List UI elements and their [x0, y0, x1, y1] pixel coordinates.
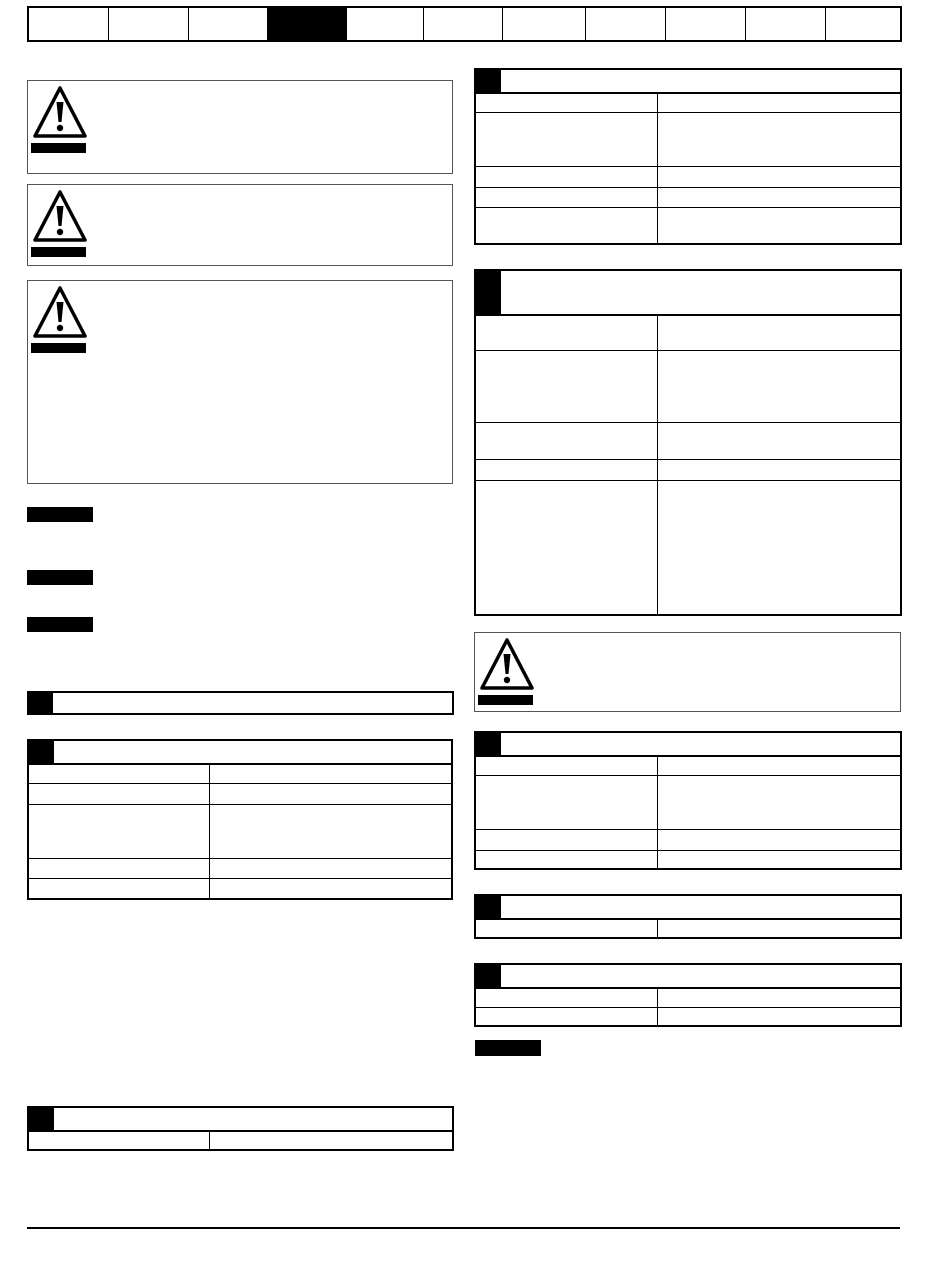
footer-rule [27, 1227, 900, 1229]
parameter-table-1 [27, 739, 453, 900]
warning-triangle-icon [479, 637, 535, 691]
table-row [476, 187, 900, 208]
parameter-table-7 [474, 963, 902, 1027]
table-row [476, 755, 900, 776]
note-label-2 [27, 570, 93, 585]
parameter-table-4 [474, 269, 902, 616]
warning-triangle-icon [32, 285, 88, 339]
warning-label-bar [31, 143, 86, 153]
table-row [29, 858, 451, 879]
section-heading-bar [27, 691, 454, 715]
table-row [476, 1007, 900, 1026]
warning-triangle-icon [32, 85, 88, 139]
parameter-table-5 [474, 731, 902, 870]
table-row [476, 207, 900, 244]
nav-tab-11[interactable] [826, 8, 900, 40]
table-row [476, 480, 900, 615]
nav-tab-8[interactable] [586, 8, 666, 40]
warning-label-bar [478, 695, 533, 705]
nav-tab-1[interactable] [29, 8, 109, 40]
warning-box-1 [27, 80, 453, 174]
nav-tab-2[interactable] [109, 8, 189, 40]
table-row [29, 804, 451, 859]
table-row [476, 918, 900, 938]
table-row [476, 92, 900, 113]
warning-label-bar [31, 343, 86, 353]
note-label-3 [27, 617, 93, 632]
warning-triangle-icon [32, 189, 88, 243]
note-label-4 [475, 1040, 541, 1056]
nav-tab-3[interactable] [189, 8, 268, 40]
nav-tab-9[interactable] [666, 8, 746, 40]
table-header [476, 733, 900, 757]
table-row [29, 783, 451, 805]
warning-box-3 [27, 280, 453, 484]
warning-box-2 [27, 184, 453, 266]
warning-label-bar [31, 247, 86, 257]
parameter-table-6 [474, 894, 902, 939]
table-row [29, 763, 451, 784]
parameter-table-3 [474, 68, 902, 245]
table-row [29, 878, 451, 899]
table-header [29, 741, 451, 765]
table-row [476, 987, 900, 1008]
table-row [476, 850, 900, 869]
table-header [29, 1108, 452, 1132]
table-row [476, 314, 900, 351]
table-row [476, 459, 900, 481]
note-label-1 [27, 507, 93, 522]
table-row [476, 112, 900, 167]
warning-box-4 [474, 632, 901, 712]
table-header [476, 896, 900, 920]
table-row [476, 350, 900, 423]
nav-tab-4-active[interactable] [268, 8, 347, 40]
table-row [476, 775, 900, 830]
nav-tab-10[interactable] [746, 8, 826, 40]
table-row [476, 829, 900, 851]
table-header [476, 70, 900, 94]
table-header [476, 271, 900, 316]
nav-tab-7[interactable] [503, 8, 586, 40]
table-row [476, 422, 900, 460]
nav-tab-5[interactable] [347, 8, 424, 40]
table-row [29, 1130, 452, 1150]
nav-tab-6[interactable] [424, 8, 503, 40]
chapter-nav-bar [27, 6, 902, 42]
parameter-table-2 [27, 1106, 454, 1151]
table-row [476, 166, 900, 188]
table-header [476, 965, 900, 989]
